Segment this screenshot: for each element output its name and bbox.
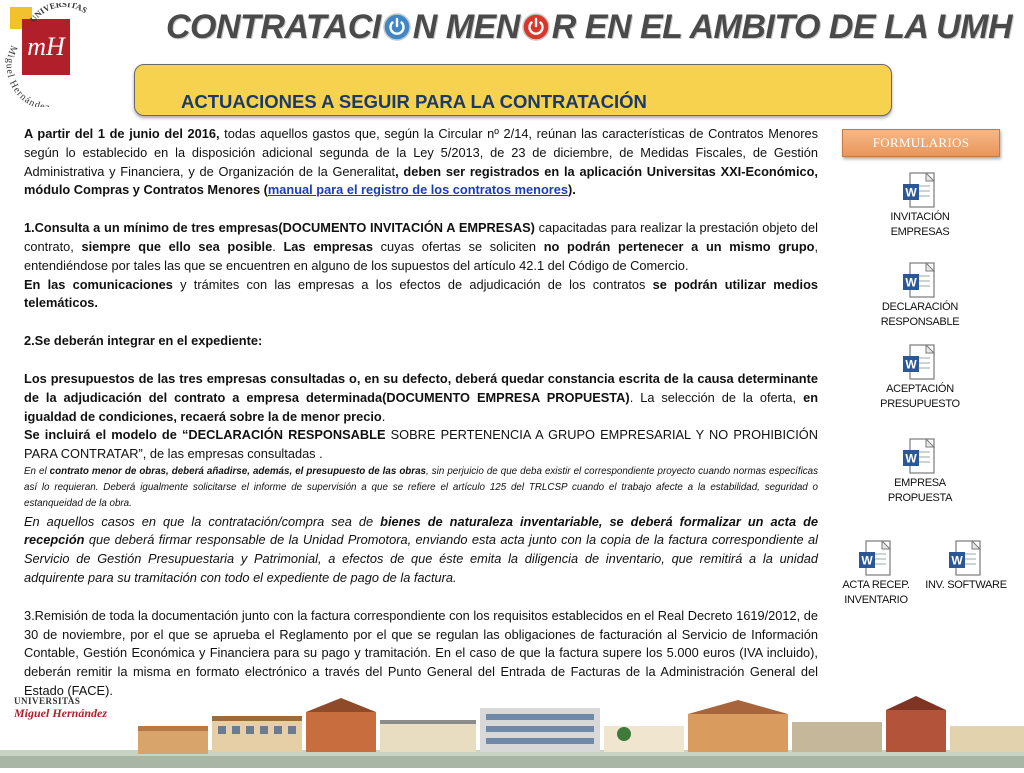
step1-text5: y trámites con las empresas a los efectos de adjudicación de los contratos bbox=[172, 276, 653, 292]
inventory-text2: que deberá firmar responsable de la Unidad Promotora, enviando esta acta junto con la copia de la factura correspondiente al Servicio de Gestión Presupuestaria y Patrimonial, a efectos de que éste emita la diligencia de inventario, que remitirá a la unidad adquirente para su tramitación con todo el expediente de pago de la factura bbox=[24, 532, 818, 585]
obras-bold: contrato menor de obras, deberá añadirse, además, el presupuesto de las obras bbox=[49, 465, 427, 477]
step2-bold2: en igualdad de condiciones, recaerá sobre la de menor precio bbox=[24, 389, 819, 424]
logo-mark: mH bbox=[27, 32, 65, 61]
title-part-2: N MEN bbox=[412, 8, 520, 46]
step2-declaration-paragraph bbox=[24, 426, 818, 464]
main-content bbox=[24, 125, 818, 701]
svg-text:W: W bbox=[905, 275, 917, 290]
step2-text2: . bbox=[381, 408, 386, 424]
step1-text1: capacitadas para realizar la prestación objeto del contrato, bbox=[24, 220, 818, 254]
obras-text2: , sin perjuicio de que deba existir el correspondiente proyecto cuando normas específicas así lo requieran. Deberá igualmente solicitarse el informe de supervisión a que se refiere el artículo 125 del TRLCSP cuando el trabajo afecte a la estabilidad, seguridad o estanqueidad de la obra. bbox=[24, 465, 818, 510]
word-doc-icon bbox=[900, 344, 940, 382]
title-part-1: CONTRATACI bbox=[166, 8, 381, 46]
step2-bold3: Se incluirá el modelo de “DECLARACIÓN RESPONSABLE bbox=[24, 427, 386, 443]
inventory-paragraph bbox=[24, 513, 818, 588]
intro-bold-start: A partir del 1 de junio del 2016, bbox=[24, 126, 220, 141]
word-doc-icon bbox=[900, 262, 940, 300]
step2-heading-text: 2.Se deberán integrar en el expediente: bbox=[24, 333, 263, 349]
doc-label: INV. SOFTWARE bbox=[925, 579, 1007, 591]
doc-label: ACEPTACIÓN PRESUPUESTO bbox=[880, 383, 960, 410]
word-doc-icon bbox=[900, 438, 940, 476]
svg-text:W: W bbox=[861, 553, 873, 568]
step1-text2: . bbox=[272, 238, 284, 254]
footer-campus-strip bbox=[0, 690, 1024, 768]
step2-paragraph bbox=[24, 370, 818, 426]
step2-bold1: Los presupuestos de las tres empresas consultadas o, en su defecto, deberá quedar constancia escrita de la causa determinante de la adjudicación del contrato a empresa determinada(DOCUMENTO EMPRESA PROPUESTA) bbox=[24, 370, 818, 405]
campus-buildings-illustration bbox=[0, 690, 1024, 768]
step1-heading: 1.Consulta a un mínimo de tres empresas(DOCUMENTO INVITACIÓN A EMPRESAS) bbox=[24, 220, 535, 236]
intro-text: todas aquellos gastos que, según la Circular nº 2/14, reúnan las características de Contratos Menores según lo establecido en la disposición adicional segunda de la Ley 5/2013, de 23 de diciembre, de Medidas Fiscales, de Gestión Administrativa y Financiera, y de Organización de la Generalitat bbox=[24, 126, 818, 179]
intro-bold-end: ). bbox=[568, 182, 576, 198]
page-title bbox=[166, 8, 1022, 58]
inventory-text1: En aquellos casos en que la contratación/compra sea de bbox=[24, 513, 381, 529]
step3-paragraph: 3.Remisión de toda la documentación junto con la factura correspondiente con los requisitos establecidos en el Real Decreto 1619/2012, de 30 de noviembre, por el que se aprueba el Reglamento por el que se regulan las obligaciones de facturación al Servicio de Información Contable, Gestión Económica y Financiera para su pago y tramitación. En el caso de que la factura supere los 5.000 euros (IVA incluido), deberán remitir la misma en formato electrónico a través del Punto General del Entrada de Facturas de la Administración General del Estado (FACE). bbox=[24, 607, 818, 698]
power-blue-icon bbox=[383, 13, 411, 41]
step1-text3: cuyas ofertas se soliciten bbox=[372, 238, 544, 254]
umh-logo bbox=[4, 3, 100, 107]
intro-paragraph bbox=[24, 125, 818, 200]
step2-text3: SOBRE PERTENENCIA A GRUPO EMPRESARIAL Y NO PROHIBICIÓN PARA CONTRATAR”, de las empresas consultadas . bbox=[24, 427, 818, 462]
doc-declaracion-responsable[interactable] bbox=[866, 262, 974, 330]
doc-label: EMPRESA PROPUESTA bbox=[887, 477, 953, 504]
doc-invitacion-empresas[interactable] bbox=[868, 172, 972, 240]
formularios-button[interactable]: FORMULARIOS bbox=[842, 129, 1000, 157]
step1-paragraph bbox=[24, 219, 818, 275]
footer-logo-top: UNIVERSITAS bbox=[14, 696, 81, 706]
obras-text1: En el bbox=[24, 465, 50, 477]
word-doc-icon bbox=[856, 540, 896, 578]
power-red-icon bbox=[522, 13, 550, 41]
step1-comms-paragraph bbox=[24, 276, 818, 314]
intro-bold-mid: , deben ser registrados en la aplicación Universitas XXI-Económico, módulo Compras y Contratos Menores ( bbox=[24, 163, 818, 198]
logo-text-bottom: Miguel Hernánde bbox=[4, 43, 47, 107]
section-banner bbox=[134, 64, 892, 116]
svg-text:W: W bbox=[905, 357, 917, 372]
step1-text4: , entendiéndose por tales las que se encuentren en alguno de los supuestos del artículo 42.1 del Código de Comercio. bbox=[24, 238, 819, 273]
svg-text:W: W bbox=[951, 553, 963, 568]
word-doc-icon bbox=[946, 540, 986, 578]
step2-heading bbox=[24, 332, 818, 351]
umh-logo-graphic bbox=[4, 3, 100, 107]
step1-bold2: siempre que ello sea posible bbox=[81, 238, 273, 254]
svg-text:W: W bbox=[905, 451, 917, 466]
doc-inv-software[interactable] bbox=[918, 540, 1014, 593]
doc-empresa-propuesta[interactable] bbox=[868, 438, 972, 506]
inventory-bold: bienes de naturaleza inventariable, se deberá formalizar un acta de recepción bbox=[24, 513, 819, 548]
footer-logo-bottom: Miguel Hernández bbox=[14, 706, 108, 720]
step2-text1: . La selección de la oferta, bbox=[629, 389, 804, 405]
obras-note bbox=[24, 464, 818, 513]
step1-bold5: En las comunicaciones bbox=[24, 276, 173, 292]
manual-link[interactable]: manual para el registro de los contratos menores bbox=[267, 182, 568, 198]
doc-label: INVITACIÓN EMPRESAS bbox=[890, 211, 950, 238]
title-part-3: R EN EL AMBITO DE LA UMH bbox=[551, 8, 1013, 46]
step1-bold4: no podrán pertenecer a un mismo grupo bbox=[543, 238, 815, 254]
step1-bold3: Las empresas bbox=[283, 238, 373, 254]
doc-label: DECLARACIÓN RESPONSABLE bbox=[880, 301, 960, 328]
doc-aceptacion-presupuesto[interactable] bbox=[868, 344, 972, 412]
banner-title: ACTUACIONES A SEGUIR PARA LA CONTRATACIÓN bbox=[181, 91, 647, 112]
svg-text:W: W bbox=[905, 185, 917, 200]
doc-label: ACTA RECEP. INVENTARIO bbox=[842, 579, 910, 606]
footer-university-logo bbox=[14, 696, 134, 736]
logo-text-top: UNIVERSITAS bbox=[27, 3, 90, 25]
inventory-end: . bbox=[453, 569, 457, 585]
step1-bold6: se podrán utilizar medios telemáticos. bbox=[24, 276, 819, 311]
doc-acta-recepcion-inventario[interactable] bbox=[834, 540, 918, 608]
word-doc-icon bbox=[900, 172, 940, 210]
